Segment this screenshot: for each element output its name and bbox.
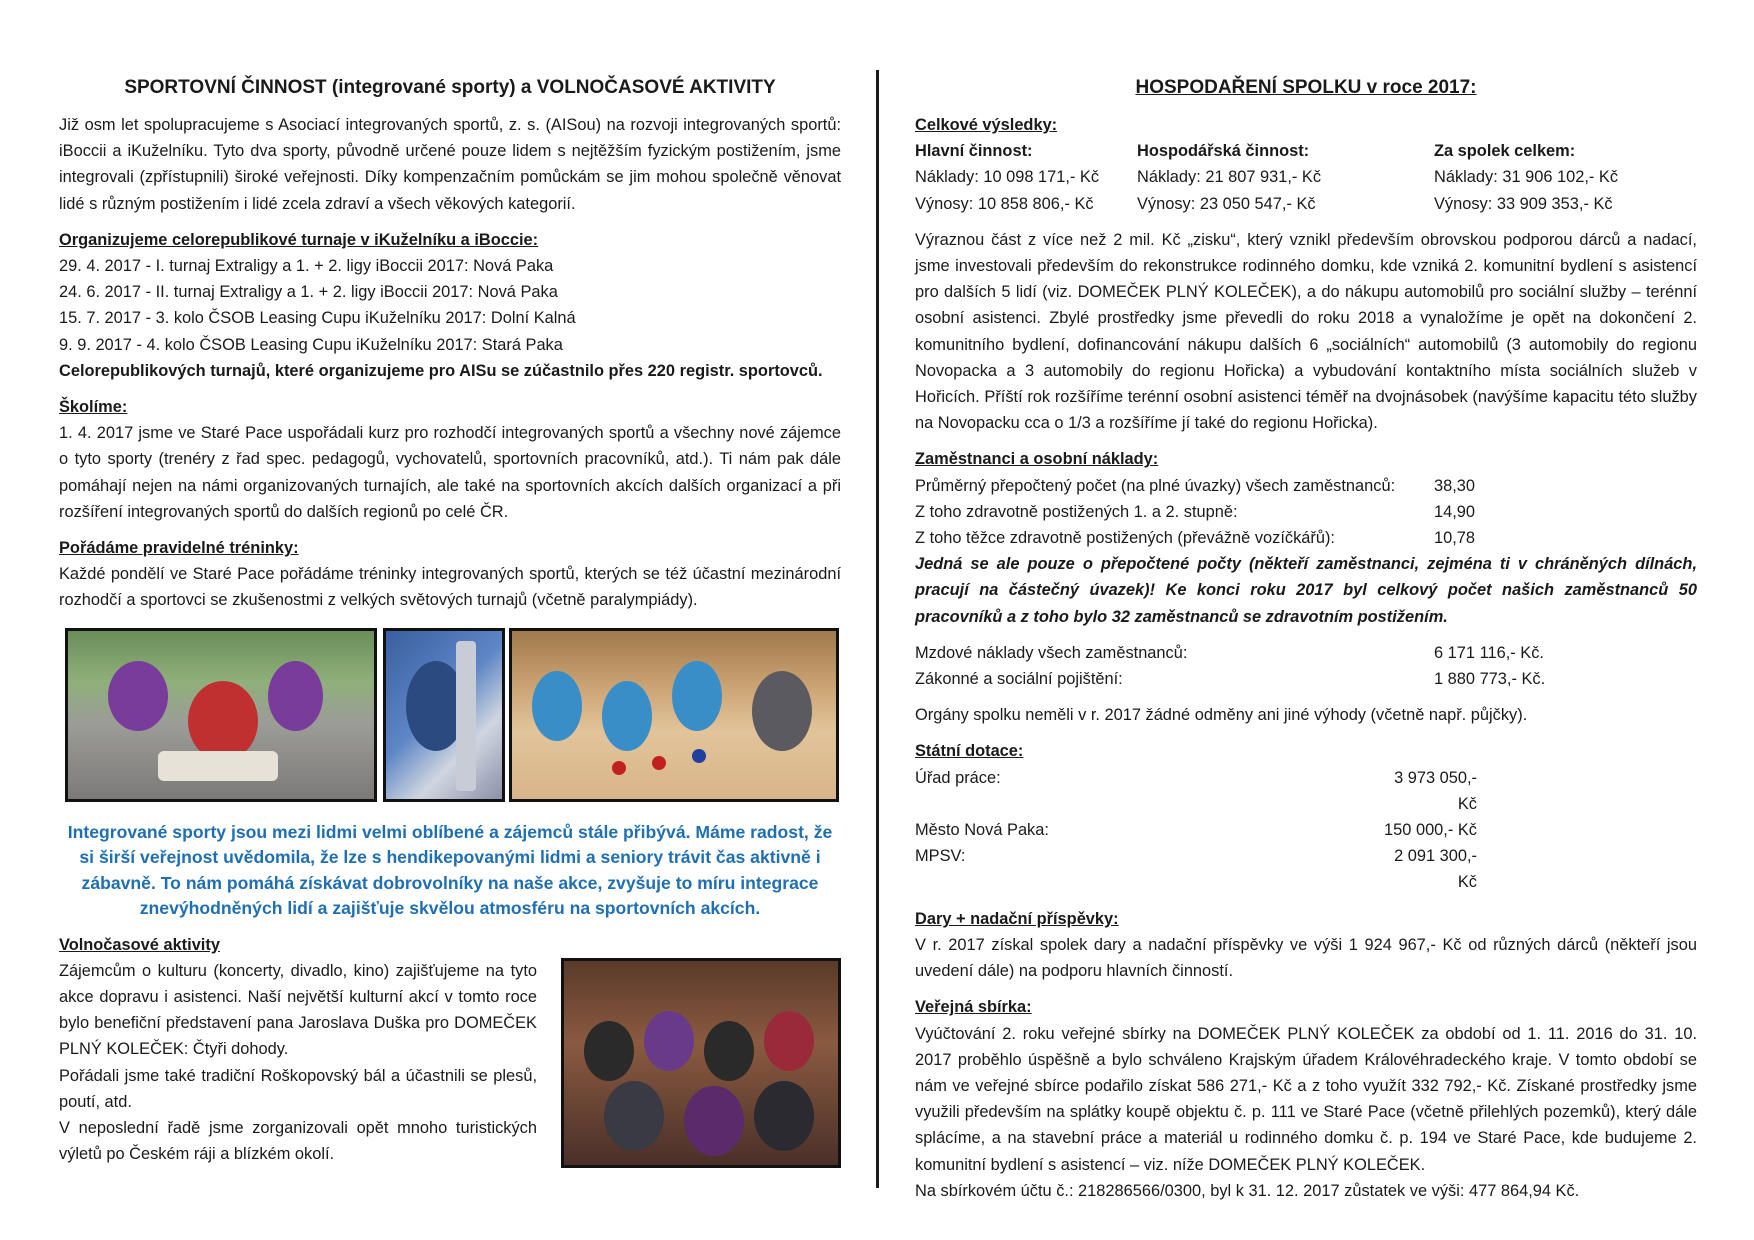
subsidy-label: MPSV:	[915, 847, 966, 866]
leisure-paragraph: V neposlední řadě jsme zorganizovali opět mnoho turistických výletů po Českém ráji a blízkém okolí.	[59, 1119, 537, 1164]
employees-value: 38,30	[1434, 476, 1476, 495]
tournament-list	[59, 253, 841, 358]
leisure-heading: Volnočasové aktivity	[59, 935, 220, 954]
results-col-name: Hlavní činnost:	[915, 142, 1033, 161]
photo-boccia-hall	[509, 628, 839, 802]
subsidies-heading: Státní dotace:	[915, 742, 1024, 761]
subsidy-value: 2 091 300,- Kč	[1394, 847, 1477, 892]
left-column	[59, 68, 841, 1172]
wages-label: Zákonné a sociální pojištění:	[915, 670, 1123, 689]
gifts-heading: Dary + nadační příspěvky:	[915, 909, 1119, 928]
employees-label: Z toho těžce zdravotně postižených (převážně vozíčkářů):	[915, 529, 1335, 548]
subsidy-value: 150 000,- Kč	[1384, 821, 1477, 840]
photo-boccia-ramp	[383, 628, 505, 802]
results-costs: Náklady: 21 807 931,- Kč	[1137, 168, 1322, 187]
tournament-item: 24. 6. 2017 - II. turnaj Extraligy a 1. + 2. ligy iBoccii 2017: Nová Paka	[59, 283, 558, 302]
gifts-text: V r. 2017 získal spolek dary a nadační příspěvky ve výši 1 924 967,- Kč od různých dárců (někteří jsou uvedení dále) na podporu hlavních činností.	[915, 935, 1697, 981]
results-table	[915, 138, 1697, 217]
employees-value: 14,90	[1434, 502, 1476, 521]
wages-value: 6 171 116,- Kč.	[1434, 643, 1544, 662]
tournament-item: 9. 9. 2017 - 4. kolo ČSOB Leasing Cupu iKuželníku 2017: Stará Paka	[59, 335, 563, 354]
employees-label: Průměrný přepočtený počet (na plné úvazky) všech zaměstnanců:	[915, 476, 1396, 495]
collection-balance: Na sbírkovém účtu č.: 218286566/0300, byl k 31. 12. 2017 zůstatek ve výši: 477 864,94 Kč.	[915, 1181, 1580, 1200]
results-col-name: Za spolek celkem:	[1434, 142, 1576, 161]
results-col-name: Hospodářská činnost:	[1137, 142, 1310, 161]
results-revenue: Výnosy: 10 858 806,- Kč	[915, 194, 1094, 213]
leisure-section	[59, 958, 841, 1172]
photo-ikuzelnik	[65, 628, 377, 802]
collection-text: Vyúčtování 2. roku veřejné sbírky na DOMEČEK PLNÝ KOLEČEK za období od 1. 11. 2016 do 31. 10. 2017 proběhlo úspěšně a bylo schváleno Krajským úřadem Královéhradeckého kraje. V tomto období se nám ve veřejné sbírce podařilo získat 586 271,- Kč a z toho využít 332 792,- Kč. Získané prostředky jsme využili především na splátky koupě objektu č. p. 111 ve Staré Pace (včetně přilehlých pozemků), který dále splácíme, a na stavební práce a materiál u rodinného domku č. p. 194 ve Staré Pace, kde budujeme 2. komunitní bydlení s asistencí – viz. níže DOMEČEK PLNÝ KOLEČEK.	[915, 1024, 1697, 1174]
highlight-text: Integrované sporty jsou mezi lidmi velmi oblíbené a zájemců stále přibývá. Máme radost, že si širší veřejnost uvědomila, že lze s hendikepovanými lidmi a seniory trávit čas aktivně i zábavně. To nám pomáhá získávat dobrovolníky na naše akce, zvyšuje to míru integrace znevýhodněných lidí a zajišťuje skvělou atmosféru na sportovních akcích.	[67, 821, 833, 919]
wages-label: Mzdové náklady všech zaměstnanců:	[915, 643, 1188, 662]
photo-group-event	[561, 958, 841, 1168]
subsidy-label: Město Nová Paka:	[915, 821, 1049, 840]
sports-intro: Již osm let spolupracujeme s Asociací integrovaných sportů, z. s. (AISou) na rozvoji integrovaných sportů: iBoccii a iKuželníku. Tyto dva sporty, původně určené pouze lidem s nejtěžším fyzickým postižením, jsme integrovali (zpřístupnili) široké veřejnosti. Díky kompenzačním pomůckám se jim mohou společně věnovat lidé s různým postižením i lidé zcela zdraví a všech věkových kategorií.	[59, 116, 841, 213]
column-divider	[876, 70, 879, 1188]
subsidy-label: Úřad práce:	[915, 768, 1001, 787]
employees-heading: Zaměstnanci a osobní náklady:	[915, 450, 1159, 469]
results-costs: Náklady: 31 906 102,- Kč	[1434, 168, 1619, 187]
training-text: 1. 4. 2017 jsme ve Staré Pace uspořádali kurz pro rozhodčí integrovaných sportů a všechny nové zájemce o tyto sporty (trenéry z řad spec. pedagogů, vychovatelů, sportovních pracovníků, atd.). Ti nám pak dále pomáhají nejen na námi organizovaných turnajích, ale také na sportovních akcích dalších organizací a při rozšíření integrovaných sportů do dalších regionů po celé ČR.	[59, 424, 841, 521]
leisure-text	[59, 958, 537, 1168]
tournament-item: 29. 4. 2017 - I. turnaj Extraligy a 1. + 2. ligy iBoccii 2017: Nová Paka	[59, 257, 554, 276]
sports-title: SPORTOVNÍ ČINNOST (integrované sporty) a VOLNOČASOVÉ AKTIVITY	[124, 77, 776, 98]
subsidy-value: 3 973 050,- Kč	[1394, 768, 1477, 813]
employees-value: 10,78	[1434, 529, 1476, 548]
sports-photo-strip	[65, 628, 841, 808]
tournament-item: 15. 7. 2017 - 3. kolo ČSOB Leasing Cupu iKuželníku 2017: Dolní Kalná	[59, 309, 576, 328]
results-costs: Náklady: 10 098 171,- Kč	[915, 168, 1100, 187]
practice-text: Každé pondělí ve Staré Pace pořádáme tréninky integrovaných sportů, kterých se též účastní mezinárodní rozhodčí a sportovci se zkušenostmi z velkých světových turnajů (včetně paralympiády).	[59, 565, 841, 610]
tournaments-summary: Celorepublikových turnajů, které organizujeme pro AISu se zúčastnilo přes 220 registr. sportovců.	[59, 361, 823, 380]
leisure-paragraph: Zájemcům o kulturu (koncerty, divadlo, kino) zajišťujeme na tyto akce dopravu i asistenci. Naší největší kulturní akcí v tomto roce bylo benefiční představení pana Jaroslava Duška pro DOMEČEK PLNÝ KOLEČEK: Čtyři dohody.	[59, 961, 537, 1059]
leisure-paragraph: Pořádali jsme také tradiční Roškopovský bál a účastnili se plesů, poutí, atd.	[59, 1066, 537, 1111]
subsidies-table	[915, 765, 1697, 896]
practice-heading: Pořádáme pravidelné tréninky:	[59, 539, 299, 558]
results-revenue: Výnosy: 33 909 353,- Kč	[1434, 194, 1613, 213]
employees-label: Z toho zdravotně postižených 1. a 2. stupně:	[915, 502, 1238, 521]
profit-text: Výraznou část z více než 2 mil. Kč „zisku“, který vznikl především obrovskou podporou dárců a nadací, jsme investovali především do rekonstrukce rodinného domku, kde vzniká 2. komunitní bydlení s asistencí pro dalších 5 lidí (viz. DOMEČEK PLNÝ KOLEČEK), a do nákupu automobilů pro sociální služby – terénní osobní asistenci. Zbylé prostředky jsme převedli do roku 2018 a vynaložíme je opět na dokončení 2. komunitního bydlení, dofinancování nákupu dalších 6 „sociálních“ automobilů (3 automobily do regionu Novopacka a 3 automobily do regionu Hořicka) a vybudování kontaktního místa sociálních služeb v Hořicích. Příští rok rozšíříme terénní osobní asistenci téměř na dvojnásobek (navýšíme kapacitu této služby na Novopacku cca o 1/3 a rozšíříme jí také do regionu Hořicka).	[915, 230, 1697, 433]
employees-note: Jedná se ale pouze o přepočtené počty (někteří zaměstnanci, zejména ti v chráněných dílnách, pracují na částečný úvazek)! Ke konci roku 2017 byl celkový počet našich zaměstnanců 50 pracovníků a z toho bylo 32 zaměstnanců se zdravotním postižením.	[915, 555, 1697, 626]
right-column	[915, 68, 1697, 1204]
wages-value: 1 880 773,- Kč.	[1434, 670, 1546, 689]
results-revenue: Výnosy: 23 050 547,- Kč	[1137, 194, 1316, 213]
training-heading: Školíme:	[59, 398, 128, 417]
tournaments-heading: Organizujeme celorepublikové turnaje v iKuželníku a iBoccie:	[59, 230, 539, 249]
collection-heading: Veřejná sbírka:	[915, 998, 1032, 1017]
employees-table	[915, 473, 1697, 552]
finance-title: HOSPODAŘENÍ SPOLKU v roce 2017:	[1135, 77, 1477, 98]
results-heading: Celkové výsledky:	[915, 116, 1058, 134]
organs-text: Orgány spolku neměli v r. 2017 žádné odměny ani jiné výhody (včetně např. půjčky).	[915, 706, 1528, 725]
wages-table	[915, 640, 1697, 692]
